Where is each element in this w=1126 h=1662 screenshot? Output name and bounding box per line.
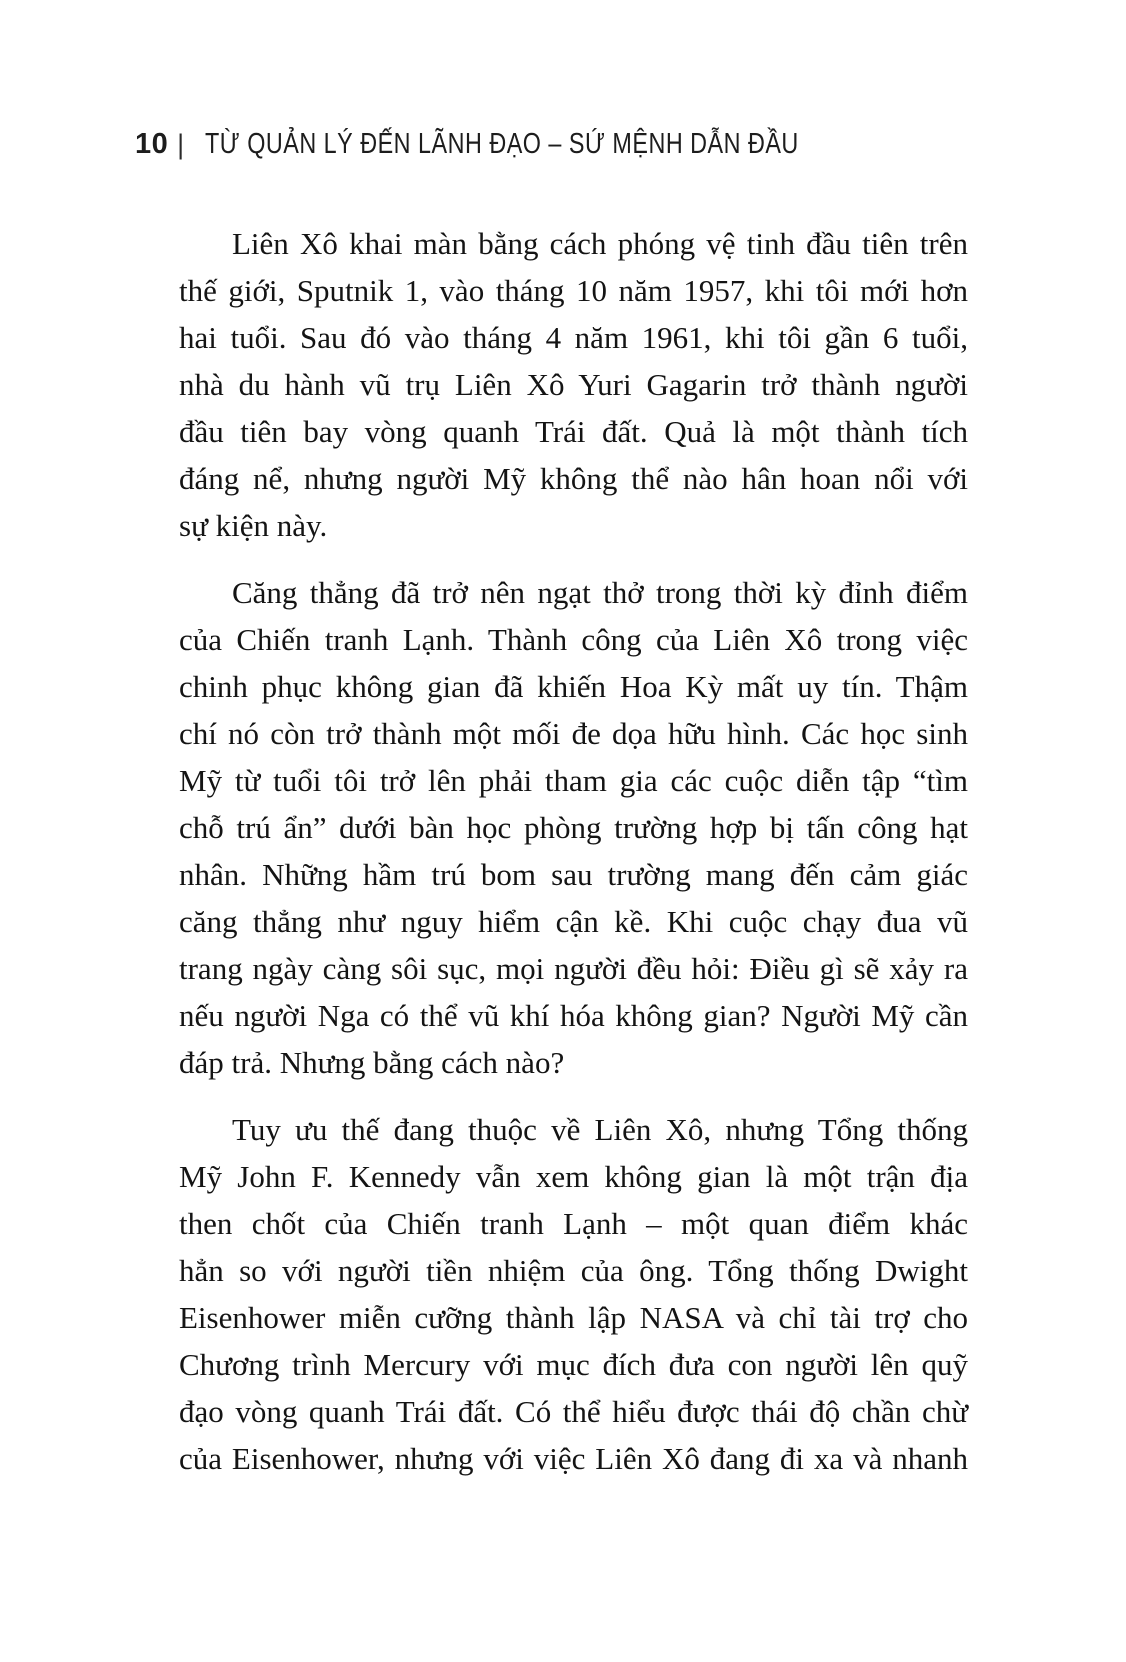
text-line: Mỹ từ tuổi tôi trở lên phải tham gia các cuộc diễn tập “tìm	[179, 763, 968, 798]
running-title: TỪ QUẢN LÝ ĐẾN LÃNH ĐẠO – SỨ MỆNH DẪN ĐẦU	[205, 128, 799, 160]
text-line: Căng thẳng đã trở nên ngạt thở trong thời kỳ đỉnh điểm	[232, 575, 968, 610]
header-separator: |	[177, 128, 185, 160]
text-line: đạo vòng quanh Trái đất. Có thể hiểu được thái độ chần chừ	[179, 1394, 968, 1429]
text-line: của Eisenhower, nhưng với việc Liên Xô đang đi xa và nhanh	[179, 1441, 968, 1476]
text-line: thế giới, Sputnik 1, vào tháng 10 năm 1957, khi tôi mới hơn	[179, 273, 968, 308]
text-line: nhà du hành vũ trụ Liên Xô Yuri Gagarin trở thành người	[179, 367, 968, 402]
page-header	[135, 128, 929, 161]
page-number: 10	[135, 128, 169, 160]
text-line: Eisenhower miễn cưỡng thành lập NASA và chỉ tài trợ cho	[179, 1300, 968, 1335]
page-body	[179, 220, 968, 1482]
text-line: nếu người Nga có thể vũ khí hóa không gian? Người Mỹ cần	[179, 998, 968, 1033]
text-line: Mỹ John F. Kennedy vẫn xem không gian là một trận địa	[179, 1159, 968, 1194]
text-line: chinh phục không gian đã khiến Hoa Kỳ mất uy tín. Thậm	[179, 669, 968, 704]
text-line: đáng nể, nhưng người Mỹ không thể nào hân hoan nổi với	[179, 461, 968, 496]
text-line: sự kiện này.	[179, 508, 328, 543]
text-line: hai tuổi. Sau đó vào tháng 4 năm 1961, khi tôi gần 6 tuổi,	[179, 320, 968, 355]
text-line: chỗ trú ẩn” dưới bàn học phòng trường hợp bị tấn công hạt	[179, 810, 968, 845]
paragraph	[179, 569, 968, 1086]
text-line: nhân. Những hầm trú bom sau trường mang đến cảm giác	[179, 857, 968, 892]
paragraph	[179, 1106, 968, 1482]
text-line: Tuy ưu thế đang thuộc về Liên Xô, nhưng Tổng thống	[232, 1112, 968, 1147]
text-line: đáp trả. Nhưng bằng cách nào?	[179, 1045, 565, 1080]
text-line: đầu tiên bay vòng quanh Trái đất. Quả là một thành tích	[179, 414, 968, 449]
text-line: Liên Xô khai màn bằng cách phóng vệ tinh đầu tiên trên	[232, 226, 968, 261]
text-line: then chốt của Chiến tranh Lạnh – một quan điểm khác	[179, 1206, 968, 1241]
text-line: căng thẳng như nguy hiểm cận kề. Khi cuộc chạy đua vũ	[179, 904, 968, 939]
text-line: hẳn so với người tiền nhiệm của ông. Tổng thống Dwight	[179, 1253, 968, 1288]
text-line: chí nó còn trở thành một mối đe dọa hữu hình. Các học sinh	[179, 716, 968, 751]
text-line: của Chiến tranh Lạnh. Thành công của Liên Xô trong việc	[179, 622, 968, 657]
text-line: trang ngày càng sôi sục, mọi người đều hỏi: Điều gì sẽ xảy ra	[179, 951, 968, 986]
paragraph	[179, 220, 968, 549]
text-line: Chương trình Mercury với mục đích đưa con người lên quỹ	[179, 1347, 968, 1382]
